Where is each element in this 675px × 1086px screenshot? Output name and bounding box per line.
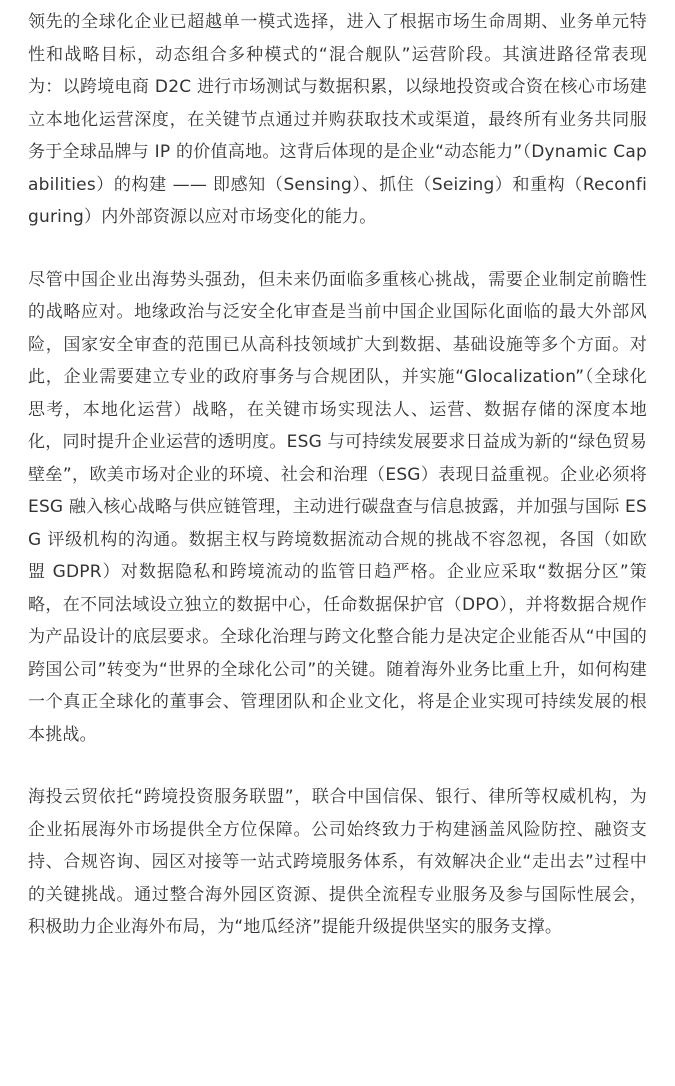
paragraph-core-challenges: 尽管中国企业出海势头强劲，但未来仍面临多重核心挑战，需要企业制定前瞻性的战略应对。地缘政治与泛安全化审查是当前中国企业国际化面临的最大外部风险，国家安全审查的范围已从高科技领域扩大到数据、基础设施等多个方面。对此，企业需要建立专业的政府事务与合规团队，并实施“Glocalization”（全球化思考，本地化运营）战略，在关键市场实现法人、运营、数据存储的深度本地化，同时提升企业运营的透明度。ESG 与可持续发展要求日益成为新的“绿色贸易壁垒”，欧美市场对企业的环境、社会和治理（ESG）表现日益重视。企业必须将 ESG 融入核心战略与供应链管理，主动进行碳盘查与信息披露，并加强与国际 ESG 评级机构的沟通。数据主权与跨境数据流动合规的挑战不容忽视，各国（如欧盟 GDPR）对数据隐私和跨境流动的监管日趋严格。企业应采取“数据分区”策略，在不同法域设立独立的数据中心，任命数据保护官（DPO），并将数据合规作为产品设计的底层要求。全球化治理与跨文化整合能力是决定企业能否从“中国的跨国公司”转变为“世界的全球化公司”的关键。随着海外业务比重上升，如何构建一个真正全球化的董事会、管理团队和企业文化，将是企业实现可持续发展的根本挑战。 [28,269,647,745]
paragraph-service-alliance: 海投云贸依托“跨境投资服务联盟”，联合中国信保、银行、律所等权威机构，为企业拓展海外市场提供全方位保障。公司始终致力于构建涵盖风险防控、融资支持、合规咨询、园区对接等一站式跨境服务体系，有效解决企业“走出去”过程中的关键挑战。通过整合海外园区资源、提供全流程专业服务及参与国际性展会，积极助力企业海外布局，为“地瓜经济”提能升级提供坚实的服务支撑。 [28,787,647,937]
paragraph-hybrid-fleet: 领先的全球化企业已超越单一模式选择，进入了根据市场生命周期、业务单元特性和战略目标，动态组合多种模式的“混合舰队”运营阶段。其演进路径常表现为：以跨境电商 D2C 进行市场测试与数据积累，以绿地投资或合资在核心市场建立本地化运营深度，在关键节点通过并购获取技术或渠道，最终所有业务共同服务于全球品牌与 IP 的价值高地。这背后体现的是企业“动态能力”（Dynamic Capabilities）的构建 —— 即感知（Sensing）、抓住（Seizing）和重构（Reconfiguring）内外部资源以应对市场变化的能力。 [28,12,647,227]
